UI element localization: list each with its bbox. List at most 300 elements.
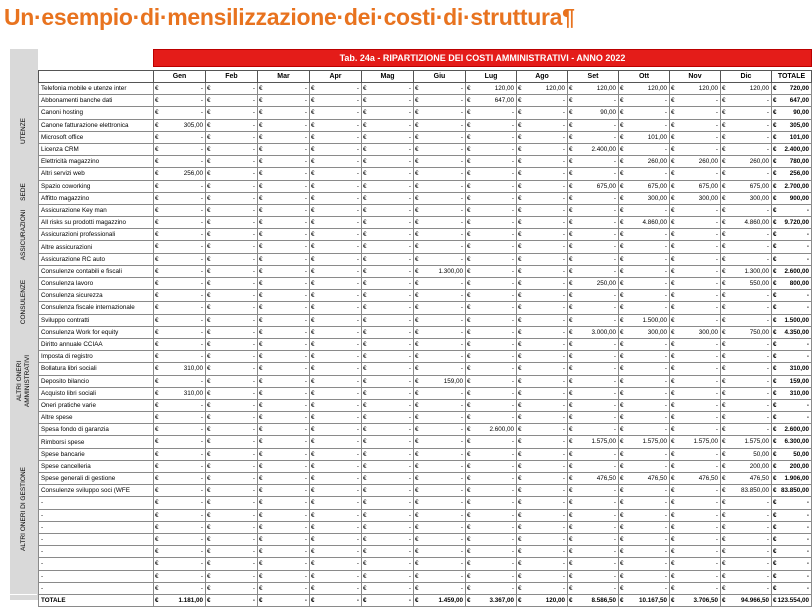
amount-value: 1.300,00 <box>438 267 463 275</box>
currency-symbol: € <box>415 560 419 568</box>
amount-cell <box>362 509 414 521</box>
amount-cell <box>154 204 206 216</box>
amount-cell <box>258 436 310 448</box>
row-label: Licenza CRM <box>39 143 154 155</box>
amount-value: - <box>562 255 565 263</box>
amount-value: - <box>613 584 616 592</box>
amount-value: - <box>200 145 203 153</box>
currency-symbol: € <box>311 85 315 92</box>
amount-cell <box>721 290 772 302</box>
amount-cell <box>517 204 568 216</box>
currency-symbol: € <box>518 560 522 568</box>
amount-cell <box>362 168 414 180</box>
amount-value: - <box>766 316 769 324</box>
currency-symbol: € <box>620 511 624 519</box>
currency-symbol: € <box>620 340 624 348</box>
currency-symbol: € <box>569 353 573 361</box>
amount-cell <box>619 156 670 168</box>
amount-value: - <box>806 523 809 531</box>
amount-value: 310,00 <box>183 365 203 373</box>
currency-symbol: € <box>620 206 624 214</box>
amount-value: - <box>806 499 809 507</box>
amount-value: - <box>252 511 255 519</box>
amount-value: 550,00 <box>749 280 769 287</box>
currency-symbol: € <box>415 548 419 556</box>
amount-cell <box>258 107 310 119</box>
currency-symbol: € <box>363 109 367 117</box>
amount-cell <box>619 424 670 436</box>
currency-symbol: € <box>363 194 367 202</box>
row-label: Altri servizi web <box>39 168 154 180</box>
currency-symbol: € <box>155 158 159 166</box>
currency-symbol: € <box>518 328 522 336</box>
amount-cell <box>258 363 310 375</box>
currency-symbol: € <box>773 328 777 336</box>
amount-cell <box>772 168 812 180</box>
currency-symbol: € <box>620 389 624 397</box>
currency-symbol: € <box>311 194 315 202</box>
currency-symbol: € <box>363 182 367 190</box>
currency-symbol: € <box>569 438 573 446</box>
amount-cell <box>568 363 619 375</box>
amount-cell <box>258 119 310 131</box>
currency-symbol: € <box>207 304 211 312</box>
currency-symbol: € <box>569 401 573 409</box>
currency-symbol: € <box>155 255 159 263</box>
currency-symbol: € <box>207 365 211 373</box>
amount-cell <box>206 204 258 216</box>
currency-symbol: € <box>518 316 522 324</box>
currency-symbol: € <box>259 462 263 470</box>
amount-cell <box>772 265 812 277</box>
amount-cell <box>619 485 670 497</box>
amount-cell <box>568 229 619 241</box>
amount-value: - <box>664 243 667 251</box>
currency-symbol: € <box>259 206 263 214</box>
amount-value: - <box>460 438 463 446</box>
amount-cell <box>466 448 517 460</box>
amount-cell <box>772 290 812 302</box>
currency-symbol: € <box>722 438 726 446</box>
amount-value: - <box>408 353 411 361</box>
amount-value: - <box>460 182 463 190</box>
currency-symbol: € <box>259 401 263 409</box>
amount-value: - <box>613 231 616 239</box>
row-label: Spese bancarie <box>39 448 154 460</box>
amount-value: - <box>200 97 203 105</box>
amount-cell <box>206 546 258 558</box>
amount-cell <box>619 509 670 521</box>
table-row <box>39 253 812 265</box>
amount-cell <box>670 399 721 411</box>
row-label: Assicurazioni professionali <box>39 229 154 241</box>
amount-cell <box>568 338 619 350</box>
table-row <box>39 375 812 387</box>
amount-cell <box>772 412 812 424</box>
currency-symbol: € <box>415 584 419 592</box>
amount-cell <box>310 143 362 155</box>
amount-value: - <box>562 572 565 580</box>
table-row <box>39 521 812 533</box>
amount-cell <box>568 399 619 411</box>
currency-symbol: € <box>155 584 159 592</box>
amount-value: - <box>460 328 463 336</box>
amount-cell <box>154 119 206 131</box>
currency-symbol: € <box>363 548 367 556</box>
currency-symbol: € <box>259 426 263 434</box>
amount-cell <box>206 156 258 168</box>
currency-symbol: € <box>671 109 675 117</box>
amount-cell <box>619 570 670 582</box>
amount-value: - <box>562 121 565 129</box>
amount-value: - <box>715 133 718 141</box>
amount-cell <box>258 314 310 326</box>
amount-cell <box>414 241 466 253</box>
amount-cell <box>154 558 206 570</box>
currency-symbol: € <box>259 304 263 312</box>
group-label-text: UTENZE <box>19 118 27 145</box>
amount-cell <box>466 412 517 424</box>
amount-cell <box>721 509 772 521</box>
amount-value: - <box>408 438 411 446</box>
currency-symbol: € <box>467 109 471 117</box>
currency-symbol: € <box>671 523 675 531</box>
currency-symbol: € <box>311 511 315 519</box>
amount-value: 90,00 <box>793 109 809 117</box>
amount-cell <box>258 326 310 338</box>
amount-cell <box>466 460 517 472</box>
amount-value: 1.500,00 <box>784 316 809 324</box>
amount-value: - <box>460 572 463 580</box>
amount-value: - <box>252 194 255 202</box>
amount-cell <box>619 241 670 253</box>
currency-symbol: € <box>311 572 315 580</box>
currency-symbol: € <box>620 158 624 166</box>
amount-value: - <box>408 255 411 263</box>
amount-value: - <box>408 475 411 482</box>
amount-value: - <box>304 462 307 470</box>
month-header-lug: Lug <box>466 71 517 83</box>
amount-cell <box>670 582 721 594</box>
amount-value: - <box>200 353 203 361</box>
amount-value: 4.860,00 <box>744 219 769 227</box>
amount-cell <box>568 168 619 180</box>
amount-cell <box>568 107 619 119</box>
currency-symbol: € <box>722 304 726 312</box>
currency-symbol: € <box>722 219 726 227</box>
amount-value: - <box>460 475 463 482</box>
amount-cell <box>517 156 568 168</box>
currency-symbol: € <box>311 133 315 141</box>
amount-cell <box>466 387 517 399</box>
currency-symbol: € <box>363 560 367 568</box>
currency-symbol: € <box>155 121 159 129</box>
amount-value: - <box>806 401 809 409</box>
currency-symbol: € <box>207 194 211 202</box>
amount-value: - <box>613 572 616 580</box>
currency-symbol: € <box>671 292 675 300</box>
amount-cell <box>466 363 517 375</box>
currency-symbol: € <box>671 487 675 495</box>
amount-value: - <box>715 584 718 592</box>
table-row <box>39 558 812 570</box>
amount-cell <box>568 83 619 95</box>
table-row <box>39 217 812 229</box>
currency-symbol: € <box>620 255 624 263</box>
amount-value: 2.400,00 <box>784 145 809 153</box>
currency-symbol: € <box>569 121 573 129</box>
amount-cell <box>466 278 517 290</box>
currency-symbol: € <box>311 219 315 227</box>
currency-symbol: € <box>518 548 522 556</box>
table-row <box>39 314 812 326</box>
amount-cell <box>362 204 414 216</box>
currency-symbol: € <box>415 511 419 519</box>
amount-cell <box>362 533 414 545</box>
amount-cell <box>206 412 258 424</box>
amount-cell <box>206 485 258 497</box>
amount-cell <box>619 290 670 302</box>
currency-symbol: € <box>207 535 211 543</box>
amount-value: - <box>664 426 667 434</box>
currency-symbol: € <box>671 596 675 604</box>
amount-cell <box>772 95 812 107</box>
amount-cell <box>154 326 206 338</box>
amount-value: 3.367,00 <box>489 596 514 604</box>
currency-symbol: € <box>773 535 777 543</box>
amount-value: - <box>252 487 255 495</box>
currency-symbol: € <box>311 596 315 604</box>
currency-symbol: € <box>207 280 211 287</box>
currency-symbol: € <box>722 377 726 385</box>
amount-cell <box>517 448 568 460</box>
currency-symbol: € <box>569 426 573 434</box>
currency-symbol: € <box>467 365 471 373</box>
amount-value: - <box>200 182 203 190</box>
currency-symbol: € <box>155 109 159 117</box>
amount-cell <box>258 399 310 411</box>
currency-symbol: € <box>155 243 159 251</box>
amount-value: - <box>664 365 667 373</box>
currency-symbol: € <box>722 426 726 434</box>
amount-value: - <box>613 353 616 361</box>
currency-symbol: € <box>773 365 777 373</box>
amount-value: 675,00 <box>596 182 616 190</box>
currency-symbol: € <box>415 450 419 458</box>
amount-value: 1.575,00 <box>744 438 769 446</box>
amount-cell <box>362 497 414 509</box>
amount-cell <box>466 180 517 192</box>
currency-symbol: € <box>207 377 211 385</box>
amount-cell <box>466 95 517 107</box>
amount-value: - <box>252 97 255 105</box>
currency-symbol: € <box>773 401 777 409</box>
amount-cell <box>154 217 206 229</box>
amount-cell <box>310 582 362 594</box>
currency-symbol: € <box>467 85 471 92</box>
amount-cell <box>568 570 619 582</box>
currency-symbol: € <box>155 365 159 373</box>
amount-cell <box>772 594 812 606</box>
amount-value: - <box>613 548 616 556</box>
currency-symbol: € <box>207 426 211 434</box>
currency-symbol: € <box>518 596 522 604</box>
currency-symbol: € <box>569 340 573 348</box>
currency-symbol: € <box>671 426 675 434</box>
amount-cell <box>310 119 362 131</box>
amount-cell <box>517 436 568 448</box>
currency-symbol: € <box>773 292 777 300</box>
month-header-mar: Mar <box>258 71 310 83</box>
currency-symbol: € <box>569 377 573 385</box>
currency-symbol: € <box>363 133 367 141</box>
amount-cell <box>568 375 619 387</box>
amount-cell <box>206 119 258 131</box>
amount-value: - <box>356 487 359 495</box>
currency-symbol: € <box>620 267 624 275</box>
amount-value: - <box>356 535 359 543</box>
amount-cell <box>670 363 721 375</box>
table-row <box>39 424 812 436</box>
amount-value: - <box>613 267 616 275</box>
amount-cell <box>258 387 310 399</box>
total-header: TOTALE <box>772 71 812 83</box>
currency-symbol: € <box>311 121 315 129</box>
currency-symbol: € <box>311 109 315 117</box>
currency-symbol: € <box>259 584 263 592</box>
currency-symbol: € <box>722 462 726 470</box>
amount-cell <box>619 168 670 180</box>
amount-cell <box>206 351 258 363</box>
amount-value: - <box>356 304 359 312</box>
currency-symbol: € <box>467 206 471 214</box>
currency-symbol: € <box>415 255 419 263</box>
currency-symbol: € <box>467 572 471 580</box>
currency-symbol: € <box>722 255 726 263</box>
currency-symbol: € <box>467 182 471 190</box>
amount-cell <box>310 302 362 314</box>
amount-value: - <box>304 548 307 556</box>
amount-cell <box>466 290 517 302</box>
amount-cell <box>517 387 568 399</box>
currency-symbol: € <box>259 158 263 166</box>
currency-symbol: € <box>518 523 522 531</box>
amount-cell <box>258 582 310 594</box>
amount-value: - <box>460 292 463 300</box>
amount-cell <box>414 119 466 131</box>
amount-value: - <box>200 133 203 141</box>
amount-value: 159,00 <box>443 377 463 385</box>
amount-cell <box>258 351 310 363</box>
amount-cell <box>772 546 812 558</box>
amount-value: - <box>613 292 616 300</box>
amount-value: - <box>562 353 565 361</box>
row-label: Microsoft office <box>39 131 154 143</box>
currency-symbol: € <box>415 487 419 495</box>
amount-cell <box>414 95 466 107</box>
amount-cell <box>362 107 414 119</box>
currency-symbol: € <box>311 389 315 397</box>
amount-cell <box>310 326 362 338</box>
amount-value: - <box>200 535 203 543</box>
amount-cell <box>670 521 721 533</box>
currency-symbol: € <box>259 121 263 129</box>
amount-cell <box>258 168 310 180</box>
amount-value: - <box>408 560 411 568</box>
currency-symbol: € <box>259 109 263 117</box>
amount-cell <box>362 131 414 143</box>
month-header-dic: Dic <box>721 71 772 83</box>
amount-cell <box>154 448 206 460</box>
currency-symbol: € <box>518 206 522 214</box>
amount-cell <box>362 229 414 241</box>
amount-cell <box>517 509 568 521</box>
amount-cell <box>721 375 772 387</box>
currency-symbol: € <box>311 499 315 507</box>
amount-cell <box>206 326 258 338</box>
currency-symbol: € <box>155 596 159 604</box>
amount-cell <box>154 265 206 277</box>
amount-cell <box>206 95 258 107</box>
amount-cell <box>670 412 721 424</box>
amount-value: - <box>766 243 769 251</box>
currency-symbol: € <box>207 499 211 507</box>
currency-symbol: € <box>722 145 726 153</box>
amount-value: - <box>664 499 667 507</box>
amount-value: - <box>613 158 616 166</box>
currency-symbol: € <box>311 267 315 275</box>
amount-value: - <box>408 462 411 470</box>
amount-cell <box>568 314 619 326</box>
amount-value: - <box>664 292 667 300</box>
currency-symbol: € <box>207 340 211 348</box>
amount-value: - <box>304 219 307 227</box>
currency-symbol: € <box>415 292 419 300</box>
currency-symbol: € <box>722 194 726 202</box>
amount-value: - <box>715 353 718 361</box>
currency-symbol: € <box>518 365 522 373</box>
currency-symbol: € <box>518 584 522 592</box>
amount-cell <box>414 338 466 350</box>
amount-value: - <box>766 535 769 543</box>
amount-cell <box>772 107 812 119</box>
amount-cell <box>414 521 466 533</box>
amount-value: - <box>562 292 565 300</box>
currency-symbol: € <box>207 97 211 105</box>
amount-value: - <box>408 182 411 190</box>
currency-symbol: € <box>620 121 624 129</box>
currency-symbol: € <box>363 426 367 434</box>
amount-cell <box>362 290 414 302</box>
amount-cell <box>310 95 362 107</box>
row-label: Bollatura libri sociali <box>39 363 154 375</box>
currency-symbol: € <box>363 206 367 214</box>
amount-value: - <box>613 243 616 251</box>
currency-symbol: € <box>620 133 624 141</box>
amount-value: - <box>200 231 203 239</box>
amount-cell <box>517 570 568 582</box>
currency-symbol: € <box>259 572 263 580</box>
amount-cell <box>206 143 258 155</box>
amount-value: - <box>460 97 463 105</box>
amount-value: - <box>664 450 667 458</box>
currency-symbol: € <box>467 170 471 178</box>
currency-symbol: € <box>518 170 522 178</box>
amount-cell <box>206 229 258 241</box>
amount-cell <box>206 570 258 582</box>
amount-cell <box>619 533 670 545</box>
amount-cell <box>619 363 670 375</box>
